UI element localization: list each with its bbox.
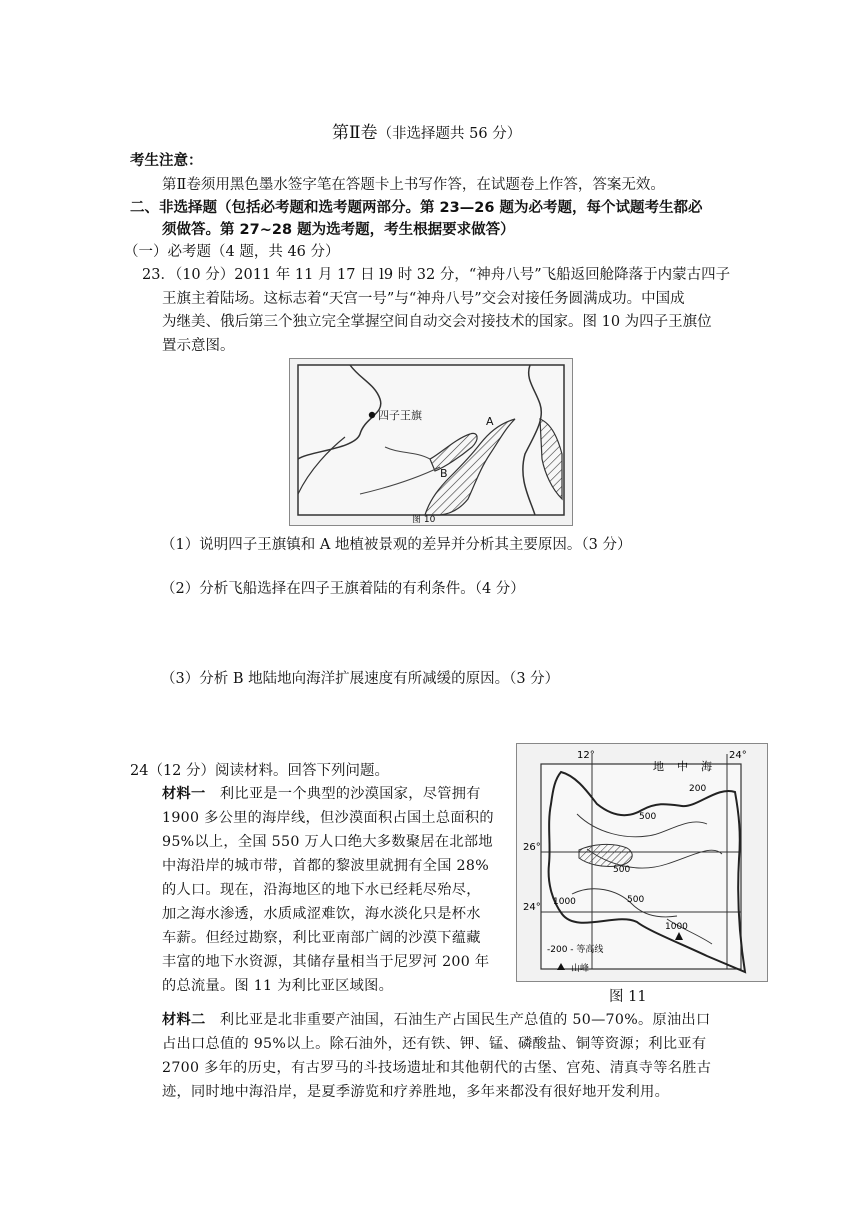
lon-label-right: 24° xyxy=(729,750,747,761)
contour-label: 1000 xyxy=(665,922,688,932)
material2-label: 材料二 xyxy=(162,1012,206,1028)
lat-label-lower: 24° xyxy=(523,902,541,913)
figure-11-caption: 图 11 xyxy=(609,989,647,1005)
material1-line: 加之海水渗透，水质咸涩难饮，海水淡化只是杯水 xyxy=(162,906,481,922)
figure-11-map-drawing xyxy=(517,744,767,981)
map-label-b: B xyxy=(440,467,448,480)
q23-subquestion-2: （2）分析飞船选择在四子王旗着陆的有利条件。（4 分） xyxy=(161,581,525,597)
material2-line: 占出口总值的 95%以上。除石油外，还有铁、钾、锰、磷酸盐、铜等资源；利比亚有 xyxy=(162,1036,707,1052)
material2-line: 利比亚是北非重要产油国，石油生产占国民生产总值的 50—70%。原油出口 xyxy=(219,1012,711,1028)
part2-heading-line1: 二、非选择题（包括必考题和选考题两部分。第 23—26 题为必考题，每个试题考生都必 xyxy=(130,200,703,216)
material2-line: 迹，同时地中海沿岸，是夏季游览和疗养胜地，多年来都没有很好地开发利用。 xyxy=(162,1084,670,1100)
material1-line: 的人口。现在，沿海地区的地下水已经耗尽殆尽， xyxy=(162,882,481,898)
section-title-sub: （非选择题共 56 分） xyxy=(377,126,522,142)
map-label-a: A xyxy=(486,415,494,428)
section-title xyxy=(332,118,521,143)
figure-11-map xyxy=(516,743,768,982)
material1-label: 材料一 xyxy=(162,786,206,802)
material1-line: 利比亚是一个典型的沙漠国家，尽管拥有 xyxy=(219,786,481,802)
map-label-town: 四子王旗 xyxy=(378,409,422,422)
material2-line: 2700 多年的历史，有古罗马的斗技场遗址和其他朝代的古堡、宫苑、清真寺等名胜古 xyxy=(162,1060,712,1076)
sea-label: 海 xyxy=(701,760,712,773)
q23-line: 为继美、俄后第三个独立完全掌握空间自动交会对接技术的国家。图 10 为四子王旗位 xyxy=(162,314,712,331)
figure-10-map-drawing xyxy=(290,359,572,525)
required-section-label: （一）必考题（4 题，共 46 分） xyxy=(124,244,340,260)
part2-heading-line2: 须做答。第 27~28 题为选考题，考生根据要求做答） xyxy=(162,222,515,238)
sea-label: 地 xyxy=(653,760,664,773)
notice-text: 第Ⅱ卷须用黑色墨水签字笔在答题卡上书写作答，在试题卷上作答，答案无效。 xyxy=(162,177,665,193)
q24-material2 xyxy=(162,1008,711,1104)
contour-label: 500 xyxy=(627,895,645,905)
q23-line: 23．（10 分）2011 年 11 月 17 日 l9 时 32 分，“神舟八号”飞船返回舱降落于内蒙古四子 xyxy=(142,267,731,283)
contour-label: 1000 xyxy=(553,897,576,907)
q23-subquestion-1: （1）说明四子王旗镇和 A 地植被景观的差异并分析其主要原因。（3 分） xyxy=(161,537,632,553)
material1-line: 的总流量。图 11 为利比亚区域图。 xyxy=(162,978,394,994)
material1-line: 车薪。但经过勘察，利比亚南部广阔的沙漠下蕴藏 xyxy=(162,930,481,946)
lat-label-upper: 26° xyxy=(523,842,541,853)
material1-line: 中海沿岸的城市带，首都的黎波里就拥有全国 28% xyxy=(162,858,489,874)
sea-label: 中 xyxy=(677,760,688,773)
contour-label: 500 xyxy=(613,865,631,875)
figure-10-caption: 图 10 xyxy=(412,515,436,525)
q24-material1 xyxy=(162,782,507,998)
legend-contour: -200 - 等高线 xyxy=(547,945,604,955)
figure-10-map xyxy=(289,358,573,526)
q23-stem xyxy=(142,264,730,358)
contour-label: 500 xyxy=(639,812,657,822)
material1-line: 1900 多公里的海岸线，但沙漠面积占国土总面积的 xyxy=(162,810,494,826)
notice-heading: 考生注意： xyxy=(130,153,203,169)
material1-line: 丰富的地下水资源，其储存量相当于尼罗河 200 年 xyxy=(162,954,490,970)
lon-label-left: 12° xyxy=(577,750,595,761)
contour-label: 200 xyxy=(689,784,707,794)
q24-intro: 24（12 分）阅读材料。回答下列问题。 xyxy=(130,763,390,779)
section-title-main: 第Ⅱ卷 xyxy=(332,123,378,143)
q23-line: 置示意图。 xyxy=(162,337,235,354)
q23-line: 王旗主着陆场。这标志着“天宫一号”与“神舟八号”交会对接任务圆满成功。中国成 xyxy=(162,290,685,307)
q23-subquestion-3: （3）分析 B 地陆地向海洋扩展速度有所减缓的原因。（3 分） xyxy=(161,671,560,687)
legend-peak: 山峰 xyxy=(571,964,590,974)
town-marker-icon xyxy=(369,412,375,418)
material1-line: 95%以上，全国 550 万人口绝大多数聚居在北部地 xyxy=(162,834,493,850)
